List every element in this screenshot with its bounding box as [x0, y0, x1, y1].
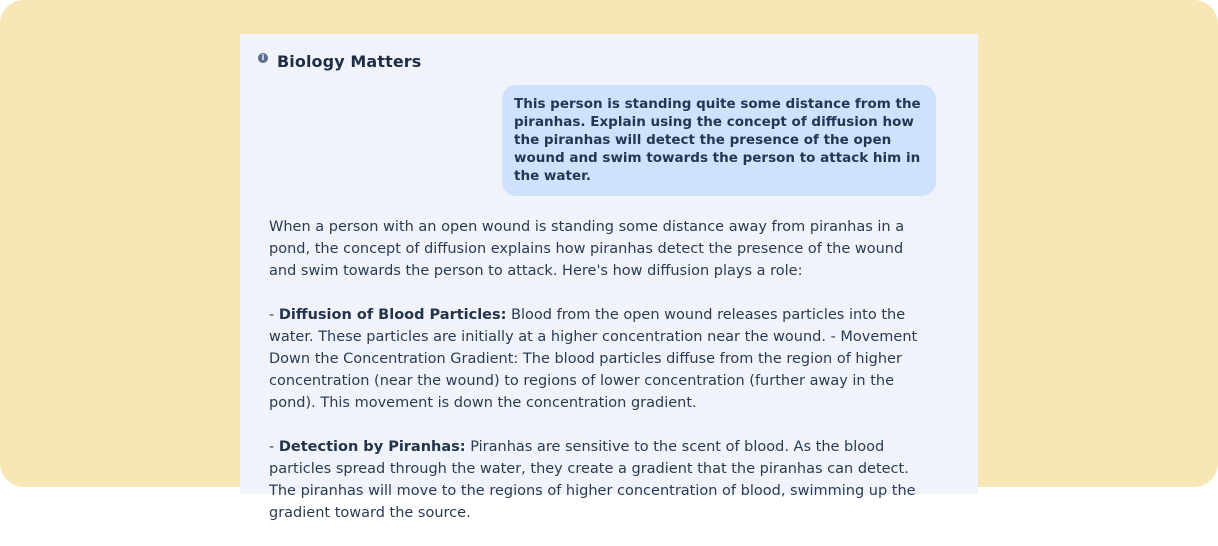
- response-intro: When a person with an open wound is standing some distance away from piranhas in a pond, the concept of diffusion explains how piranhas detect the presence of the wound and swim towards the person to attack. Here's how diffusion plays a role:: [269, 219, 905, 279]
- point1-heading: Diffusion of Blood Particles:: [278, 307, 507, 323]
- chat-title: Biology Matters: [277, 52, 422, 71]
- point2-prefix: -: [269, 439, 279, 455]
- user-message-text: This person is standing quite some distance from the piranhas. Explain using the concept of diffusion how the piranhas will detect the presence of the open wound and swim towards the person to attack him in the water.: [514, 96, 921, 184]
- assistant-response: [269, 216, 933, 546]
- point1-body: Blood from the open wound releases particles into the water. These particles are initially at a higher concentration near the wound. - Movement Down the Concentration Gradient: The blood particles diffuse from the region of higher concentration (near the wound) to regions of lower concentration (further away in the pond). This movement is down the concentration gradient.: [269, 307, 918, 411]
- point2-body: Piranhas are sensitive to the scent of blood. As the blood particles spread through the water, they create a gradient that the piranhas can detect. The piranhas will move to the regions of higher concentration of blood, swimming up the gradient toward the source.: [269, 439, 916, 521]
- info-icon[interactable]: i: [258, 53, 268, 63]
- response-point-1: [269, 304, 933, 414]
- chat-panel: [240, 34, 978, 521]
- point1-prefix: -: [269, 307, 279, 323]
- chat-header: [258, 52, 421, 71]
- user-message-bubble: [502, 85, 936, 196]
- response-point-2: [269, 436, 933, 524]
- point2-heading: Detection by Piranhas:: [278, 439, 466, 455]
